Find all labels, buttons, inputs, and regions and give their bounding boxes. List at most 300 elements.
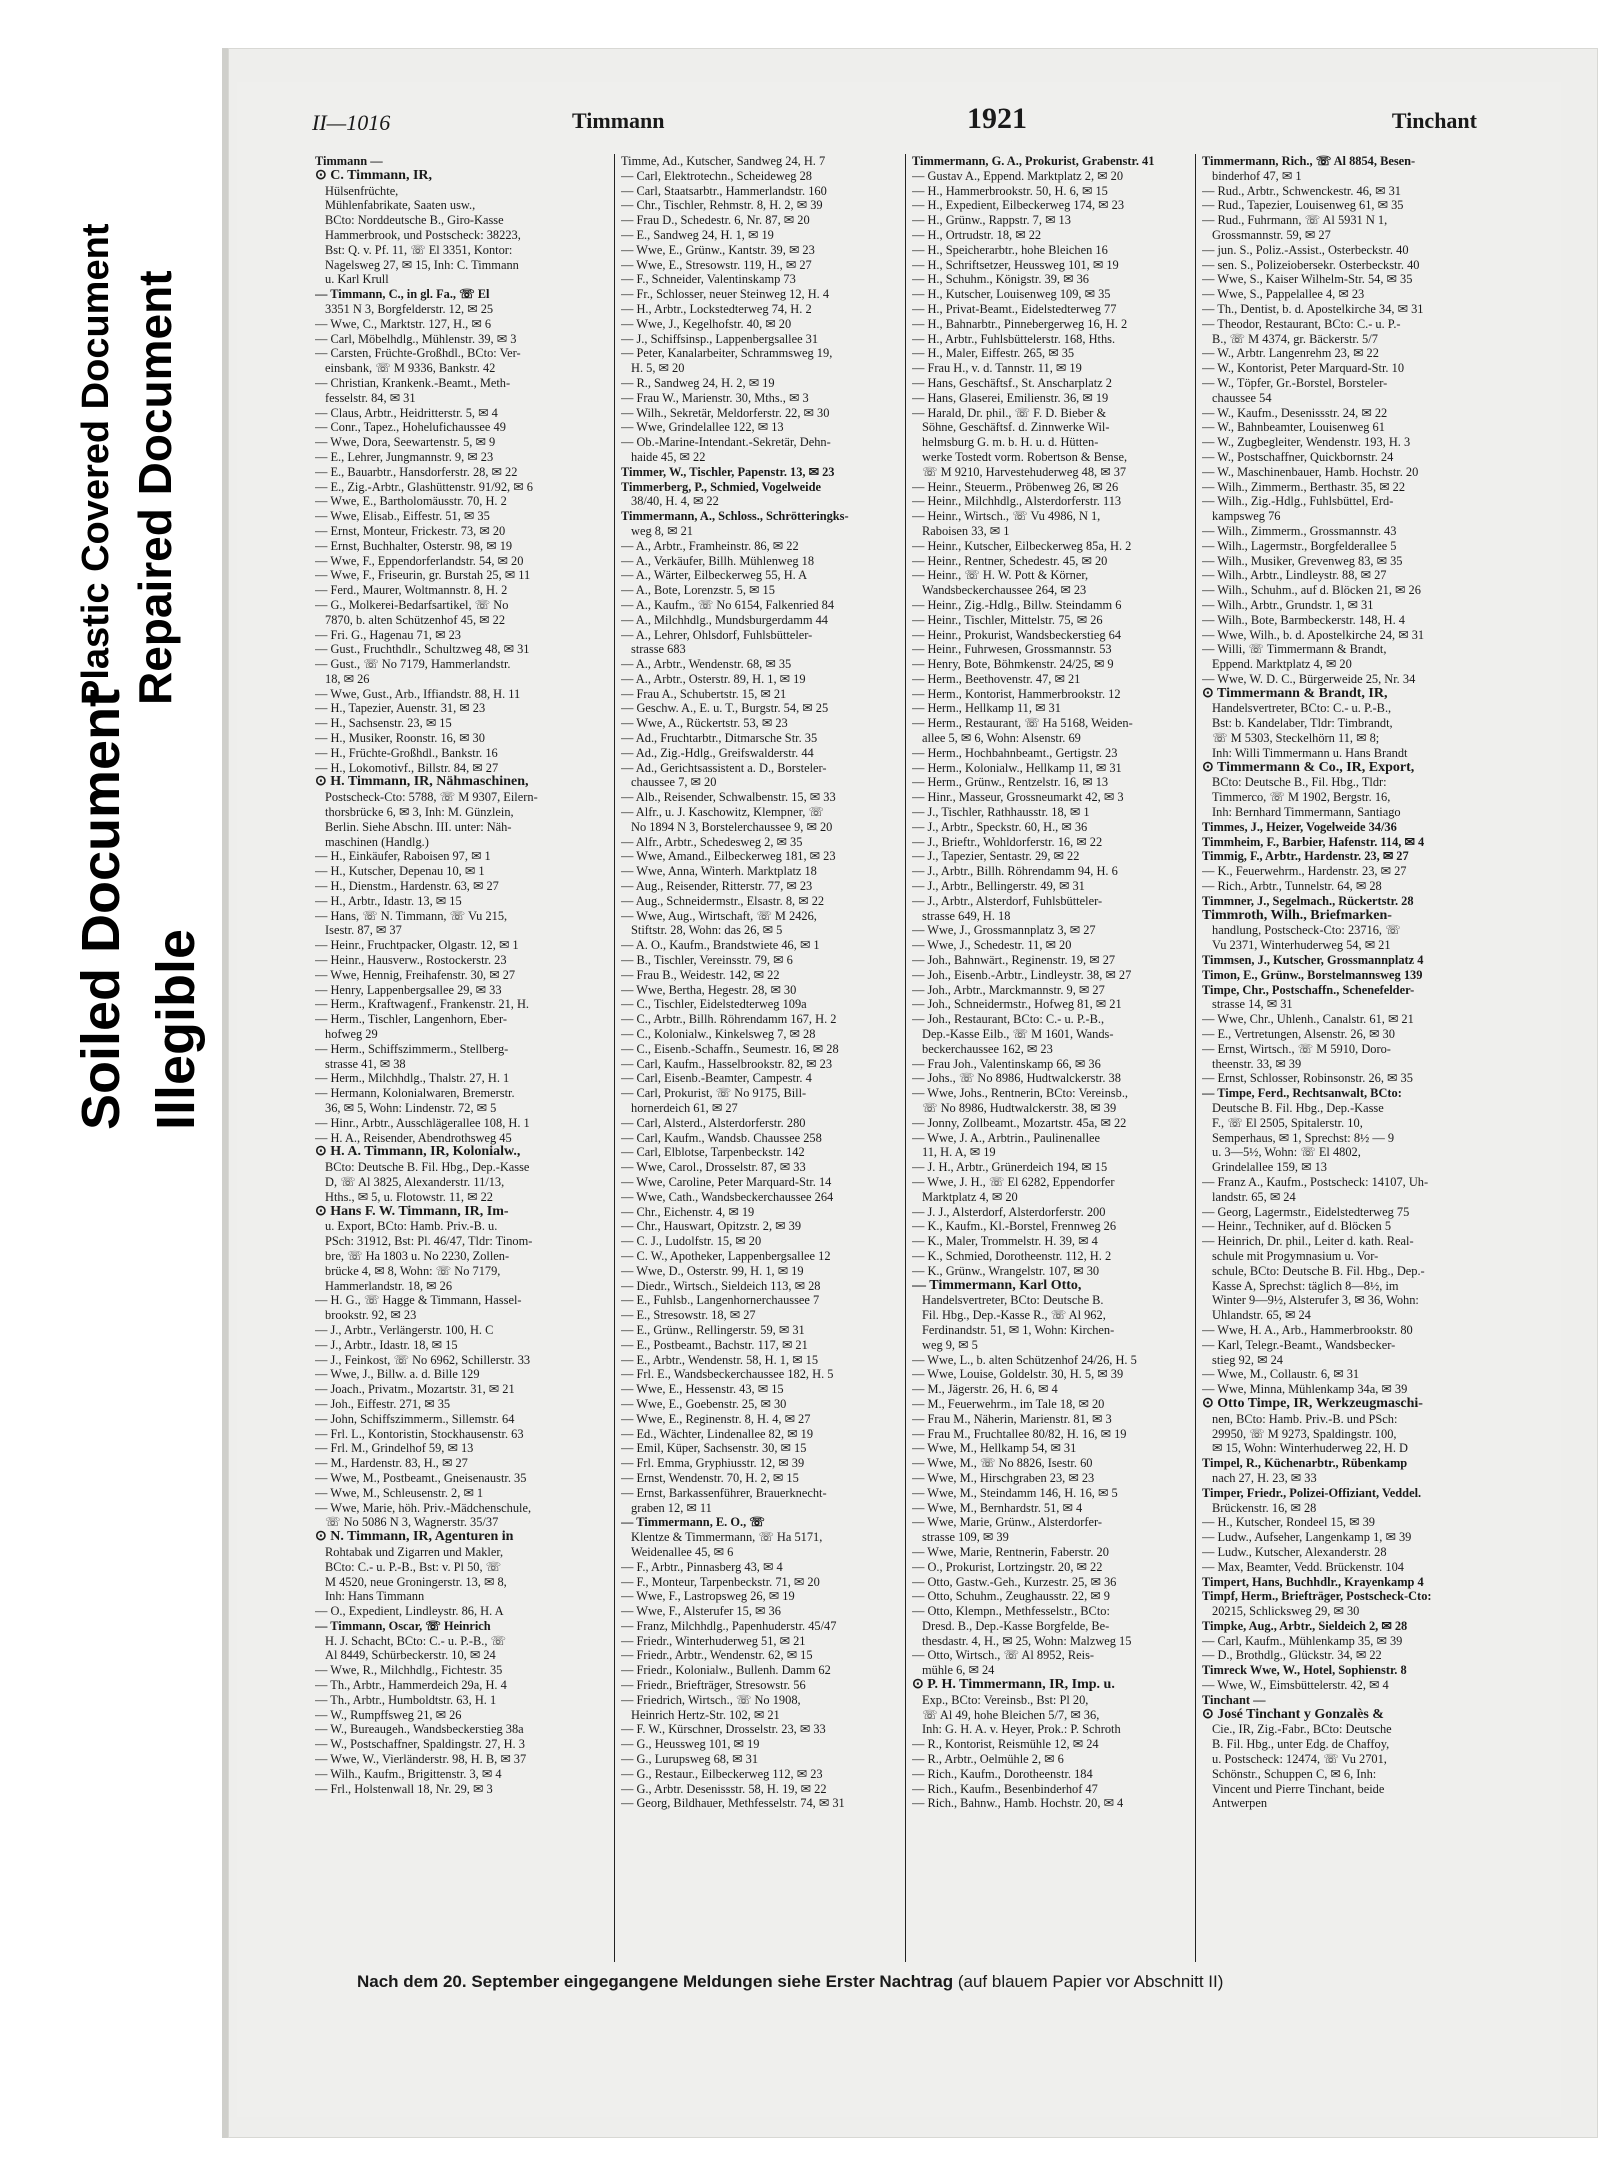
directory-entry: nach 27, H. 23, ✉ 33 bbox=[1212, 1470, 1317, 1485]
directory-entry: Nagelsweg 27, ✉ 15, Inh: C. Timmann bbox=[325, 257, 519, 272]
directory-entry: — Heinr., Hausverw., Rostockerstr. 23 bbox=[315, 953, 507, 968]
directory-entry: — E., Grünw., Rellingerstr. 59, ✉ 31 bbox=[621, 1322, 805, 1337]
directory-entry: — Diedr., Wirtsch., Sieldeich 113, ✉ 28 bbox=[621, 1278, 821, 1293]
directory-entry: — J., Arbtr., Billh. Röhrendamm 94, H. 6 bbox=[912, 864, 1118, 879]
directory-entry: — Wwe, Dora, Seewartenstr. 5, ✉ 9 bbox=[315, 435, 496, 450]
directory-entry: Timper, Friedr., Polizei-Offiziant, Veddel. bbox=[1202, 1485, 1422, 1500]
directory-entry: — Joh., Arbtr., Marckmannstr. 9, ✉ 27 bbox=[912, 982, 1105, 997]
directory-entry: — Claus, Arbtr., Heidritterstr. 5, ✉ 4 bbox=[315, 405, 498, 420]
header-year: 1921 bbox=[967, 102, 1027, 135]
directory-entry: — H., Privat-Beamt., Eidelstedterweg 77 bbox=[912, 301, 1117, 316]
directory-entry: — E., Fuhlsb., Langenhornerchaussee 7 bbox=[621, 1293, 820, 1308]
directory-entry: ☏ M 9210, Harvestehuderweg 48, ✉ 37 bbox=[922, 464, 1127, 479]
directory-columns bbox=[309, 154, 1481, 1962]
directory-entry: — E., Vertretungen, Alsenstr. 26, ✉ 30 bbox=[1202, 1027, 1395, 1042]
directory-entry: ☏ Al 49, hohe Bleichen 5/7, ✉ 36, bbox=[922, 1707, 1100, 1722]
directory-entry: u. 3—5½, Wohn: ☏ El 4802, bbox=[1212, 1145, 1361, 1160]
directory-entry: Timmner, J., Segelmach., Rückertstr. 28 bbox=[1202, 893, 1414, 908]
directory-entry: — Wwe, W., Eimsbüttelerstr. 42, ✉ 4 bbox=[1202, 1678, 1389, 1693]
directory-entry: — Herm., Tischler, Langenhorn, Eber- bbox=[315, 1012, 507, 1027]
directory-entry: — Wwe, Chr., Uhlenh., Canalstr. 61, ✉ 21 bbox=[1202, 1012, 1414, 1027]
directory-entry: — H. G., ☏ Hagge & Timmann, Hassel- bbox=[315, 1293, 522, 1308]
directory-entry: — W., Postschaffner, Spaldingstr. 27, H. 3 bbox=[315, 1737, 525, 1752]
directory-entry: — H., Ortrudstr. 18, ✉ 22 bbox=[912, 227, 1042, 242]
directory-entry: Ferdinandstr. 51, ✉ 1, Wohn: Kirchen- bbox=[922, 1322, 1115, 1337]
directory-entry: F., ☏ El 2505, Spitalerstr. 10, bbox=[1212, 1115, 1363, 1130]
directory-entry: — Herm., Kontorist, Hammerbrookstr. 12 bbox=[912, 686, 1121, 701]
directory-entry: beckerchaussee 162, ✉ 23 bbox=[922, 1041, 1053, 1056]
directory-entry: — Geschw. A., E. u. T., Burgstr. 54, ✉ 25 bbox=[621, 701, 829, 716]
directory-entry: — Wwe, Aug., Wirtschaft, ☏ M 2426, bbox=[621, 908, 817, 923]
directory-entry: Dresd. B., Dep.-Kasse Borgfelde, Be- bbox=[922, 1618, 1110, 1633]
directory-entry: — Joh., Eiffestr. 271, ✉ 35 bbox=[315, 1396, 451, 1411]
directory-entry: — Wwe, Wilh., b. d. Apostelkirche 24, ✉ 31 bbox=[1202, 627, 1425, 642]
directory-entry: — Aug., Schneidermstr., Elsastr. 8, ✉ 22 bbox=[621, 893, 825, 908]
directory-entry: — Wwe, Johs., Rentnerin, BCto: Vereinsb., bbox=[912, 1086, 1129, 1101]
directory-entry: — Wwe, M., Schleusenstr. 2, ✉ 1 bbox=[315, 1485, 484, 1500]
directory-entry: — W., Postschaffner, Quickbornstr. 24 bbox=[1202, 449, 1394, 464]
directory-entry: — Wwe, W., Vierländerstr. 98, H. B, ✉ 37 bbox=[315, 1752, 527, 1767]
directory-entry: — Wwe, Marie, höh. Priv.-Mädchenschule, bbox=[315, 1500, 532, 1515]
directory-entry: Inh: Bernhard Timmermann, Santiago bbox=[1212, 805, 1401, 820]
directory-entry: Isestr. 87, ✉ 37 bbox=[325, 923, 402, 938]
directory-entry: — Rud., Fuhrmann, ☏ Al 5931 N 1, bbox=[1202, 213, 1388, 228]
directory-entry: — Chr., Eichenstr. 4, ✉ 19 bbox=[621, 1204, 755, 1219]
directory-entry: Timmer, W., Tischler, Papenstr. 13, ✉ 23 bbox=[621, 464, 835, 479]
directory-entry: — A., Verkäufer, Billh. Mühlenweg 18 bbox=[621, 553, 815, 568]
directory-entry: — H., Bahnarbtr., Pinnebergerweg 16, H. 2 bbox=[912, 316, 1128, 331]
directory-entry: Rohtabak und Zigarren und Makler, bbox=[325, 1544, 504, 1559]
directory-entry: Hammerbrook, und Postscheck: 38223, bbox=[325, 227, 521, 242]
directory-entry: Postscheck-Cto: 5788, ☏ M 9307, Eilern- bbox=[325, 790, 538, 805]
directory-entry: — Wwe, D., Osterstr. 99, H. 1, ✉ 19 bbox=[621, 1263, 804, 1278]
label-illegible: Illegible bbox=[146, 928, 206, 1130]
directory-entry: — C., Arbtr., Billh. Röhrendamm 167, H. 2 bbox=[621, 1012, 837, 1027]
directory-entry: — Joh., Eisenb.-Arbtr., Lindleystr. 38, ✉ 27 bbox=[912, 967, 1132, 982]
directory-entry: Tinchant — bbox=[1202, 1692, 1266, 1707]
directory-entry: — Wilh., Zimmerm., Berthastr. 35, ✉ 22 bbox=[1202, 479, 1406, 494]
directory-entry: — Wwe, Grindelallee 122, ✉ 13 bbox=[621, 420, 784, 435]
directory-entry: — Herm., Beethovenstr. 47, ✉ 21 bbox=[912, 671, 1081, 686]
directory-entry: — W., Bahnbeamter, Louisenweg 61 bbox=[1202, 420, 1385, 435]
directory-entry: — W., Arbtr. Langenrehm 23, ✉ 22 bbox=[1202, 346, 1379, 361]
directory-entry: hornerdeich 61, ✉ 27 bbox=[631, 1101, 738, 1115]
directory-entry: — Gust., ☏ No 7179, Hammerlandstr. bbox=[315, 657, 511, 672]
directory-entry: Berlin. Siehe Abschn. III. unter: Näh- bbox=[325, 819, 512, 834]
directory-entry: — A., Arbtr., Framheinstr. 86, ✉ 22 bbox=[621, 538, 799, 553]
directory-entry: — H., Grünw., Rappstr. 7, ✉ 13 bbox=[912, 213, 1071, 228]
directory-entry: Grossmannstr. 59, ✉ 27 bbox=[1212, 227, 1331, 242]
directory-entry: Marktplatz 4, ✉ 20 bbox=[922, 1189, 1018, 1204]
directory-entry: brookstr. 92, ✉ 23 bbox=[325, 1308, 417, 1323]
directory-entry: 3351 N 3, Borgfelderstr. 12, ✉ 25 bbox=[325, 301, 494, 316]
directory-entry: — Wwe, F., Alsterufer 15, ✉ 36 bbox=[621, 1604, 781, 1619]
directory-entry: strasse 41, ✉ 38 bbox=[325, 1056, 406, 1071]
directory-entry: Uhlandstr. 65, ✉ 24 bbox=[1212, 1308, 1311, 1323]
directory-entry: — Th., Dentist, b. d. Apostelkirche 34, ✉ 31 bbox=[1202, 301, 1424, 316]
directory-entry: — Joh., Bahnwärt., Reginenstr. 19, ✉ 27 bbox=[912, 953, 1116, 968]
directory-entry: — Heinr., ☏ H. W. Pott & Körner, bbox=[912, 568, 1089, 583]
directory-entry: — Hans, Glaserei, Emilienstr. 36, ✉ 19 bbox=[912, 390, 1109, 405]
directory-entry: — Herm., Milchhdlg., Thalstr. 27, H. 1 bbox=[315, 1071, 510, 1086]
directory-entry: — M., Feuerwehrm., im Tale 18, ✉ 20 bbox=[912, 1396, 1105, 1411]
directory-entry: — Otto, Wirtsch., ☏ Al 8952, Reis- bbox=[912, 1648, 1095, 1663]
directory-entry: weg 9, ✉ 5 bbox=[922, 1337, 978, 1352]
directory-entry: strasse 649, H. 18 bbox=[922, 908, 1011, 923]
directory-entry: — Wwe, J., Billw. a. d. Bille 129 bbox=[315, 1367, 480, 1382]
directory-entry: — Joh., Restaurant, BCto: C.- u. P.-B., bbox=[912, 1012, 1105, 1027]
directory-entry: D, ☏ Al 3825, Alexanderstr. 11/13, bbox=[325, 1174, 505, 1189]
directory-entry: kampsweg 76 bbox=[1212, 509, 1281, 524]
directory-entry: — Wilh., Arbtr., Lindleystr. 88, ✉ 27 bbox=[1202, 568, 1387, 583]
directory-entry: — H., Dienstm., Hardenstr. 63, ✉ 27 bbox=[315, 879, 499, 894]
directory-entry: — Wilh., Musiker, Grevenweg 83, ✉ 35 bbox=[1202, 553, 1403, 568]
directory-entry: — W., Zugbegleiter, Wendenstr. 193, H. 3 bbox=[1202, 435, 1411, 450]
directory-entry: — K., Feuerwehrm., Hardenstr. 23, ✉ 27 bbox=[1202, 864, 1407, 879]
directory-entry: ⊙ Timmermann & Brandt, IR, bbox=[1202, 686, 1388, 701]
directory-entry: Exp., BCto: Vereinsb., Bst: Pl 20, bbox=[922, 1692, 1089, 1707]
directory-entry: — Wwe, Marie, Rentnerin, Faberstr. 20 bbox=[912, 1544, 1109, 1559]
directory-entry: — Frau D., Schedestr. 6, Nr. 87, ✉ 20 bbox=[621, 213, 810, 228]
directory-entry: — A., Bote, Lorenzstr. 5, ✉ 15 bbox=[621, 583, 775, 598]
directory-entry: — Herm., Schiffszimmerm., Stellberg- bbox=[315, 1041, 509, 1056]
directory-entry: — W., Kaufm., Desenissstr. 24, ✉ 22 bbox=[1202, 405, 1388, 420]
directory-entry: — H., Tapezier, Auenstr. 31, ✉ 23 bbox=[315, 701, 486, 716]
directory-entry: — Friedr., Winterhuderweg 51, ✉ 21 bbox=[621, 1633, 806, 1648]
directory-entry: — A., Kaufm., ☏ No 6154, Falkenried 84 bbox=[621, 597, 835, 612]
directory-entry: — G., Restaur., Eilbeckerweg 112, ✉ 23 bbox=[621, 1766, 823, 1781]
directory-entry: — F., Schneider, Valentinskamp 73 bbox=[621, 272, 796, 287]
directory-entry: — Wwe, J., Grossmannplatz 3, ✉ 27 bbox=[912, 923, 1096, 938]
label-repaired-document: Repaired Document bbox=[129, 270, 181, 705]
directory-entry: — Rich., Bahnw., Hamb. Hochstr. 20, ✉ 4 bbox=[912, 1796, 1124, 1811]
directory-entry: — E., Stresowstr. 18, ✉ 27 bbox=[621, 1308, 756, 1323]
directory-entry: — Franz A., Kaufm., Postscheck: 14107, Uh- bbox=[1202, 1174, 1429, 1189]
directory-entry: — W., Bureaugeh., Wandsbeckerstieg 38a bbox=[315, 1722, 524, 1737]
directory-entry: chaussee 7, ✉ 20 bbox=[631, 775, 717, 790]
directory-entry: — W., Töpfer, Gr.-Borstel, Borsteler- bbox=[1202, 375, 1388, 390]
directory-entry: — Frl. E., Wandsbeckerchaussee 182, H. 5 bbox=[621, 1367, 834, 1382]
directory-entry: — E., Arbtr., Wendenstr. 58, H. 1, ✉ 15 bbox=[621, 1352, 819, 1367]
directory-entry: — Wwe, M., Steindamm 146, H. 16, ✉ 5 bbox=[912, 1485, 1118, 1500]
directory-entry: — Frau B., Weidestr. 142, ✉ 22 bbox=[621, 967, 780, 982]
footer-note-normal: (auf blauem Papier vor Abschnitt II) bbox=[957, 1972, 1224, 1991]
directory-entry: — W., Rumpffsweg 21, ✉ 26 bbox=[315, 1707, 462, 1722]
page-header bbox=[312, 102, 1477, 142]
directory-entry: — J., Arbtr., Bellingerstr. 49, ✉ 31 bbox=[912, 879, 1085, 894]
directory-entry: — Ferd., Maurer, Woltmannstr. 8, H. 2 bbox=[315, 583, 508, 598]
directory-entry: Söhne, Geschäftsf. d. Zinnwerke Wil- bbox=[922, 420, 1110, 435]
directory-entry: ☏ No 8986, Hudtwalckerstr. 38, ✉ 39 bbox=[922, 1101, 1117, 1115]
directory-entry: — H., Schriftsetzer, Heussweg 101, ✉ 19 bbox=[912, 257, 1119, 272]
directory-entry: — G., Heussweg 101, ✉ 19 bbox=[621, 1737, 760, 1752]
directory-entry: — Alfr., u. J. Kaschowitz, Klempner, ☏ bbox=[621, 805, 824, 820]
directory-entry: Bst: Q. v. Pf. 11, ☏ El 3351, Kontor: bbox=[325, 242, 513, 257]
directory-entry: — Rich., Kaufm., Besenbinderhof 47 bbox=[912, 1781, 1098, 1796]
directory-entry: — Wwe, A., Rückertstr. 53, ✉ 23 bbox=[621, 716, 788, 731]
directory-entry: — C., Kolonialw., Kinkelsweg 7, ✉ 28 bbox=[621, 1027, 816, 1042]
directory-entry: 20215, Schlicksweg 29, ✉ 30 bbox=[1212, 1604, 1360, 1619]
directory-entry: Timreck Wwe, W., Hotel, Sophienstr. 8 bbox=[1202, 1663, 1407, 1678]
directory-entry: — Wwe, Carol., Drosselstr. 87, ✉ 33 bbox=[621, 1160, 806, 1175]
directory-entry: BCto: Norddeutsche B., Giro-Kasse bbox=[325, 213, 504, 228]
directory-entry: — Wwe, M., Hellkamp 54, ✉ 31 bbox=[912, 1441, 1077, 1456]
directory-entry: — Otto, Klempn., Methfesselstr., BCto: bbox=[912, 1604, 1110, 1619]
directory-entry: — H., Arbtr., Idastr. 13, ✉ 15 bbox=[315, 893, 462, 908]
directory-entry: — C., Eisenb.-Schaffn., Seumestr. 16, ✉ 28 bbox=[621, 1041, 839, 1056]
directory-entry: schule, BCto: Deutsche B. Fil. Hbg., Dep.- bbox=[1212, 1263, 1425, 1278]
directory-entry: ✉ 15, Wohn: Winterhuderweg 22, H. D bbox=[1212, 1441, 1408, 1456]
directory-entry: — Wwe, Hennig, Freihafenstr. 30, ✉ 27 bbox=[315, 967, 516, 982]
directory-entry: — Max, Beamter, Vedd. Brückenstr. 104 bbox=[1202, 1559, 1404, 1574]
directory-entry: — J., Arbtr., Alsterdorf, Fuhlsbütteler- bbox=[912, 893, 1103, 908]
directory-entry: Timme, Ad., Kutscher, Sandweg 24, H. 7 bbox=[621, 154, 826, 168]
directory-entry: — J., Tischler, Rathhausstr. 18, ✉ 1 bbox=[912, 805, 1090, 820]
directory-entry: — H., Kutscher, Depenau 10, ✉ 1 bbox=[315, 864, 485, 879]
directory-entry: — Wwe, J. H., ☏ El 6282, Eppendorfer bbox=[912, 1174, 1115, 1189]
directory-entry: Timpe, Chr., Postschaffn., Schenefelder- bbox=[1202, 982, 1415, 997]
directory-entry: — Ernst, Wendenstr. 70, H. 2, ✉ 15 bbox=[621, 1470, 799, 1485]
directory-entry: binderhof 47, ✉ 1 bbox=[1212, 168, 1302, 183]
directory-entry: fesselstr. 84, ✉ 31 bbox=[325, 390, 416, 405]
directory-page bbox=[237, 82, 1561, 2117]
directory-entry: — Heinr., Wirtsch., ☏ Vu 4986, N 1, bbox=[912, 509, 1101, 524]
directory-entry: Inh: Willi Timmermann u. Hans Brandt bbox=[1212, 745, 1408, 760]
directory-entry: Timmerberg, P., Schmied, Vogelweide bbox=[621, 479, 821, 494]
directory-entry: — Karl, Telegr.-Beamt., Wandsbecker- bbox=[1202, 1337, 1396, 1352]
directory-entry: — Wwe, J., Schedestr. 11, ✉ 20 bbox=[912, 938, 1072, 953]
directory-entry: — Wwe, Minna, Mühlenkamp 34a, ✉ 39 bbox=[1202, 1382, 1408, 1397]
directory-entry: — Wwe, M., Bernhardstr. 51, ✉ 4 bbox=[912, 1500, 1083, 1515]
directory-entry: Timpert, Hans, Buchhdlr., Krayenkamp 4 bbox=[1202, 1574, 1424, 1589]
directory-entry: — Frl., Holstenwall 18, Nr. 29, ✉ 3 bbox=[315, 1781, 493, 1796]
directory-entry: Hammerlandstr. 18, ✉ 26 bbox=[325, 1278, 453, 1293]
directory-entry: — Wwe, S., Pappelallee 4, ✉ 23 bbox=[1202, 287, 1365, 302]
directory-entry: — Wwe, E., Stresowstr. 119, H., ✉ 27 bbox=[621, 257, 812, 272]
directory-entry: ⊙ Otto Timpe, IR, Werkzeugmaschi- bbox=[1202, 1396, 1423, 1411]
column-4 bbox=[1195, 154, 1481, 1962]
directory-entry: — Frl. Emma, Gryphiusstr. 12, ✉ 39 bbox=[621, 1456, 805, 1471]
directory-entry: — Frau M., Fruchtallee 80/82, H. 16, ✉ 19 bbox=[912, 1426, 1127, 1441]
directory-entry: Kasse A, Sprechst: täglich 8—8½, im bbox=[1212, 1278, 1399, 1293]
directory-entry: Vu 2371, Winterhuderweg 54, ✉ 21 bbox=[1212, 938, 1391, 953]
directory-entry: — Carl, Staatsarbtr., Hammerlandstr. 160 bbox=[621, 183, 827, 198]
directory-entry: — Gustav A., Eppend. Marktplatz 2, ✉ 20 bbox=[912, 168, 1124, 183]
directory-entry: — R., Arbtr., Oelmühle 2, ✉ 6 bbox=[912, 1752, 1064, 1767]
directory-entry: — Hinr., Masseur, Grossneumarkt 42, ✉ 3 bbox=[912, 790, 1124, 805]
directory-entry: — H., Einkäufer, Raboisen 97, ✉ 1 bbox=[315, 849, 491, 864]
directory-entry: — Timmann, Oscar, ☏ Heinrich bbox=[315, 1618, 491, 1633]
directory-entry: — A., Lehrer, Ohlsdorf, Fuhlsbütteler- bbox=[621, 627, 813, 642]
directory-entry: — Peter, Kanalarbeiter, Schrammsweg 19, bbox=[621, 346, 833, 361]
directory-entry: 36, ✉ 5, Wohn: Lindenstr. 72, ✉ 5 bbox=[325, 1101, 497, 1115]
directory-entry: — G., Arbtr. Desenissstr. 58, H. 19, ✉ 22 bbox=[621, 1781, 827, 1796]
directory-entry: helmsburg G. m. b. H. u. d. Hütten- bbox=[922, 435, 1099, 450]
directory-entry: ⊙ H. Timmann, IR, Nähmaschinen, bbox=[315, 775, 529, 790]
directory-entry: u. Postscheck: 12474, ☏ Vu 2701, bbox=[1212, 1752, 1387, 1767]
directory-entry: — O., Expedient, Lindleystr. 86, H. A bbox=[315, 1604, 504, 1619]
directory-entry: — Friedr., Briefträger, Stresowstr. 56 bbox=[621, 1678, 806, 1693]
directory-entry: — G., Molkerei-Bedarfsartikel, ☏ No bbox=[315, 597, 509, 612]
directory-entry: Klentze & Timmermann, ☏ Ha 5171, bbox=[631, 1530, 823, 1545]
directory-entry: — Ernst, Barkassenführer, Brauerknecht- bbox=[621, 1485, 827, 1500]
directory-entry: ☏ No 5086 N 3, Wagnerstr. 35/37 bbox=[325, 1515, 499, 1530]
directory-entry: Timmann — bbox=[315, 154, 383, 168]
directory-entry: thorsbrücke 6, ✉ 3, Inh: M. Günzlein, bbox=[325, 805, 514, 820]
directory-entry: H. 5, ✉ 20 bbox=[631, 361, 685, 376]
directory-entry: Inh: Hans Timmann bbox=[325, 1589, 425, 1604]
directory-entry: — J., Tapezier, Sentastr. 29, ✉ 22 bbox=[912, 849, 1080, 864]
directory-entry: — Alfr., Arbtr., Schedesweg 2, ✉ 35 bbox=[621, 834, 803, 849]
directory-entry: — Ed., Wächter, Lindenallee 82, ✉ 19 bbox=[621, 1426, 814, 1441]
directory-entry: — Ludw., Kutscher, Alexanderstr. 28 bbox=[1202, 1544, 1387, 1559]
directory-entry: — Wwe, E., Bartholomäusstr. 70, H. 2 bbox=[315, 494, 507, 509]
directory-entry: — Ob.-Marine-Intendant.-Sekretär, Dehn- bbox=[621, 435, 831, 450]
header-last-name: Tinchant bbox=[1391, 108, 1477, 133]
directory-entry: — W., Maschinenbauer, Hamb. Hochstr. 20 bbox=[1202, 464, 1419, 479]
directory-entry: werke Tostedt vorm. Robertson & Bense, bbox=[922, 449, 1128, 464]
directory-entry: — H., Kutscher, Rondeel 15, ✉ 39 bbox=[1202, 1515, 1376, 1530]
directory-entry: — Wwe, Gust., Arb., Iffiandstr. 88, H. 11 bbox=[315, 686, 521, 701]
directory-entry: — Wwe, Marie, Grünw., Alsterdorfer- bbox=[912, 1515, 1103, 1530]
directory-entry: Antwerpen bbox=[1212, 1796, 1268, 1811]
directory-entry: — Heinr., Zig.-Hdlg., Billw. Steindamm 6 bbox=[912, 597, 1122, 612]
directory-entry: — Heinr., Steuerm., Pröbenweg 26, ✉ 26 bbox=[912, 479, 1119, 494]
directory-entry: allee 5, ✉ 6, Wohn: Alsenstr. 69 bbox=[922, 731, 1081, 746]
directory-entry: — Harald, Dr. phil., ☏ F. D. Bieber & bbox=[912, 405, 1107, 420]
directory-entry: — H., Lokomotivf., Billstr. 84, ✉ 27 bbox=[315, 760, 499, 775]
directory-entry: — Aug., Reisender, Ritterstr. 77, ✉ 23 bbox=[621, 879, 813, 894]
directory-entry: — Wwe, Louise, Goldelstr. 30, H. 5, ✉ 39 bbox=[912, 1367, 1124, 1382]
directory-entry: — J. H., Arbtr., Grünerdeich 194, ✉ 15 bbox=[912, 1160, 1108, 1175]
directory-entry: — Alb., Reisender, Schwalbenstr. 15, ✉ 33 bbox=[621, 790, 836, 805]
directory-entry: schule mit Progymnasium u. Vor- bbox=[1212, 1248, 1379, 1263]
directory-entry: — Henry, Lappenbergsallee 29, ✉ 33 bbox=[315, 982, 502, 997]
directory-entry: Timon, E., Grünw., Borstelmannsweg 139 bbox=[1202, 967, 1423, 982]
directory-entry: — Otto, Gastw.-Geh., Kurzestr. 25, ✉ 36 bbox=[912, 1574, 1117, 1589]
directory-entry: — Wwe, C., Marktstr. 127, H., ✉ 6 bbox=[315, 316, 492, 331]
directory-entry: — Fri. G., Hagenau 71, ✉ 23 bbox=[315, 627, 461, 642]
directory-entry: — Ernst, Schlosser, Robinsonstr. 26, ✉ 35 bbox=[1202, 1071, 1413, 1086]
directory-entry: — Theodor, Restaurant, BCto: C.- u. P.- bbox=[1202, 316, 1401, 331]
directory-entry: 11, H. A, ✉ 19 bbox=[922, 1145, 996, 1160]
column-1 bbox=[309, 154, 614, 1962]
directory-entry: Hths., ✉ 5, u. Flotowstr. 11, ✉ 22 bbox=[325, 1189, 493, 1204]
directory-entry: — W., Kontorist, Peter Marquard-Str. 10 bbox=[1202, 361, 1405, 376]
directory-entry: — Frl. M., Grindelhof 59, ✉ 13 bbox=[315, 1441, 474, 1456]
directory-entry: — Rud., Tapezier, Louisenweg 61, ✉ 35 bbox=[1202, 198, 1404, 213]
directory-entry: 29950, ☏ M 9273, Spaldingstr. 100, bbox=[1212, 1426, 1397, 1441]
directory-entry: — Wwe, E., Goebenstr. 25, ✉ 30 bbox=[621, 1396, 787, 1411]
directory-entry: BCto: Deutsche B., Fil. Hbg., Tldr: bbox=[1212, 775, 1387, 790]
directory-entry: strasse 109, ✉ 39 bbox=[922, 1530, 1009, 1545]
directory-entry: bre, ☏ Ha 1803 u. No 2230, Zollen- bbox=[325, 1248, 510, 1263]
directory-entry: — Hans, ☏ N. Timmann, ☏ Vu 215, bbox=[315, 908, 508, 923]
directory-entry: M 4520, neue Groningerstr. 13, ✉ 8, bbox=[325, 1574, 507, 1589]
directory-entry: — H., Arbtr., Fuhlsbüttelerstr. 168, Hths. bbox=[912, 331, 1116, 346]
directory-entry: — Herm., Kolonialw., Hellkamp 11, ✉ 31 bbox=[912, 760, 1122, 775]
page-number: II—1016 bbox=[312, 110, 391, 135]
directory-entry: — Carl, Kaufm., Hasselbrookstr. 82, ✉ 23 bbox=[621, 1056, 833, 1071]
directory-entry: Timmermann, A., Schloss., Schrötteringks- bbox=[621, 509, 849, 524]
directory-entry: — Carl, Möbelhdlg., Mühlenstr. 39, ✉ 3 bbox=[315, 331, 517, 346]
directory-entry: — Carsten, Früchte-Großhdl., BCto: Ver- bbox=[315, 346, 521, 361]
directory-entry: Deutsche B. Fil. Hbg., Dep.-Kasse bbox=[1212, 1101, 1384, 1115]
directory-entry: — J., Brieftr., Wohldorferstr. 16, ✉ 22 bbox=[912, 834, 1103, 849]
directory-entry: — F. W., Kürschner, Drosselstr. 23, ✉ 33 bbox=[621, 1722, 826, 1737]
directory-entry: — A., Wärter, Eilbeckerweg 55, H. A bbox=[621, 568, 808, 583]
directory-entry: — C. W., Apotheker, Lappenbergsallee 12 bbox=[621, 1248, 831, 1263]
directory-entry: — Carl, Elektrotechn., Scheideweg 28 bbox=[621, 168, 812, 183]
directory-entry: — Carl, Eisenb.-Beamter, Campestr. 4 bbox=[621, 1071, 812, 1086]
directory-entry: — J. J., Alsterdorf, Alsterdorferstr. 200 bbox=[912, 1204, 1106, 1219]
directory-entry: — H. A., Reisender, Abendrothsweg 45 bbox=[315, 1130, 512, 1145]
directory-entry: — Wilh., Sekretär, Meldorferstr. 22, ✉ 30 bbox=[621, 405, 830, 420]
directory-entry: — Wwe, Elisab., Eiffestr. 51, ✉ 35 bbox=[315, 509, 490, 524]
directory-entry: BCto: C.- u. P.-B., Bst: v. Pl 50, ☏ bbox=[325, 1559, 502, 1574]
directory-entry: — Ad., Fruchtarbtr., Ditmarsche Str. 35 bbox=[621, 731, 818, 746]
directory-entry: Winter 9—9½, Alsterufer 3, ✉ 36, Wohn: bbox=[1212, 1293, 1419, 1308]
directory-entry: — Wwe, M., Hirschgraben 23, ✉ 23 bbox=[912, 1470, 1095, 1485]
directory-entry: — Heinr., Prokurist, Wandsbeckerstieg 64 bbox=[912, 627, 1122, 642]
directory-entry: nen, BCto: Hamb. Priv.-B. und PSch: bbox=[1212, 1411, 1398, 1426]
directory-entry: — K., Kaufm., Kl.-Borstel, Frennweg 26 bbox=[912, 1219, 1117, 1234]
directory-entry: Timmheim, F., Barbier, Hafenstr. 114, ✉ 4 bbox=[1202, 834, 1425, 849]
directory-entry: — Wwe, L., b. alten Schützenhof 24/26, H. 5 bbox=[912, 1352, 1137, 1367]
directory-entry: — Wwe, M., Postbeamt., Gneisenaustr. 35 bbox=[315, 1470, 527, 1485]
directory-entry: — jun. S., Poliz.-Assist., Osterbeckstr. 40 bbox=[1202, 242, 1409, 257]
directory-entry: ⊙ Hans F. W. Timmann, IR, Im- bbox=[315, 1204, 509, 1219]
directory-entry: — Heinr., Fruchtpacker, Olgastr. 12, ✉ 1 bbox=[315, 938, 519, 953]
directory-entry: — O., Prokurist, Lortzingstr. 20, ✉ 22 bbox=[912, 1559, 1103, 1574]
directory-entry: — Wilh., Zig.-Hdlg., Fuhlsbüttel, Erd- bbox=[1202, 494, 1394, 509]
directory-entry: — M., Jägerstr. 26, H. 6, ✉ 4 bbox=[912, 1382, 1058, 1397]
directory-entry: Vincent und Pierre Tinchant, beide bbox=[1212, 1781, 1385, 1796]
directory-entry: — Wilh., Lagermstr., Borgfelderallee 5 bbox=[1202, 538, 1397, 553]
directory-entry: — Conr., Tapez., Hohelufichaussee 49 bbox=[315, 420, 506, 435]
directory-entry: — Wwe, F., Eppendorferlandstr. 54, ✉ 20 bbox=[315, 553, 524, 568]
directory-entry: — H., Sachsenstr. 23, ✉ 15 bbox=[315, 716, 452, 731]
directory-entry: — J., Arbtr., Verlängerstr. 100, H. C bbox=[315, 1322, 494, 1337]
directory-entry: — Chr., Tischler, Rehmstr. 8, H. 2, ✉ 39 bbox=[621, 198, 823, 213]
directory-entry: — J., Feinkost, ☏ No 6962, Schillerstr. 33 bbox=[315, 1352, 531, 1367]
footer-note bbox=[357, 1972, 1507, 1992]
directory-entry: — Wwe, R., Milchhdlg., Fichtestr. 35 bbox=[315, 1663, 503, 1678]
directory-entry: — Heinr., Rentner, Schedestr. 45, ✉ 20 bbox=[912, 553, 1108, 568]
directory-entry: Timmig, F., Arbtr., Hardenstr. 23, ✉ 27 bbox=[1202, 849, 1409, 864]
directory-entry: — D., Brothdlg., Glückstr. 34, ✉ 22 bbox=[1202, 1648, 1382, 1663]
directory-entry: — K., Schmied, Dorotheenstr. 112, H. 2 bbox=[912, 1248, 1112, 1263]
directory-entry: — R., Kontorist, Reismühle 12, ✉ 24 bbox=[912, 1737, 1099, 1752]
directory-entry: — Wwe, Anna, Winterh. Marktplatz 18 bbox=[621, 864, 817, 879]
directory-entry: — Chr., Hauswart, Opitzstr. 2, ✉ 39 bbox=[621, 1219, 802, 1234]
directory-entry: — Rich., Arbtr., Tunnelstr. 64, ✉ 28 bbox=[1202, 879, 1382, 894]
directory-entry: strasse 683 bbox=[631, 642, 686, 657]
directory-entry: — Frau M., Näherin, Marienstr. 81, ✉ 3 bbox=[912, 1411, 1112, 1426]
label-plastic-covered-document: Plastic Covered Document bbox=[75, 223, 117, 705]
directory-entry: — Hinr., Arbtr., Ausschlägerallee 108, H. 1 bbox=[315, 1115, 530, 1130]
directory-entry: u. Karl Krull bbox=[325, 272, 389, 287]
directory-entry: Weidenallee 45, ✉ 6 bbox=[631, 1544, 734, 1559]
directory-entry: — Herm., Restaurant, ☏ Ha 5168, Weiden- bbox=[912, 716, 1133, 731]
directory-entry: — E., Postbeamt., Bachstr. 117, ✉ 21 bbox=[621, 1337, 808, 1352]
directory-entry: ⊙ José Tinchant y Gonzalès & bbox=[1202, 1707, 1384, 1722]
directory-entry: — Ad., Gerichtsassistent a. D., Borsteler- bbox=[621, 760, 827, 775]
directory-entry: — Ernst, Buchhalter, Osterstr. 98, ✉ 19 bbox=[315, 538, 513, 553]
directory-entry: maschinen (Handlg.) bbox=[325, 834, 429, 849]
directory-entry: — F., Monteur, Tarpenbeckstr. 71, ✉ 20 bbox=[621, 1574, 820, 1589]
directory-entry: — Timmermann, Karl Otto, bbox=[912, 1278, 1082, 1293]
